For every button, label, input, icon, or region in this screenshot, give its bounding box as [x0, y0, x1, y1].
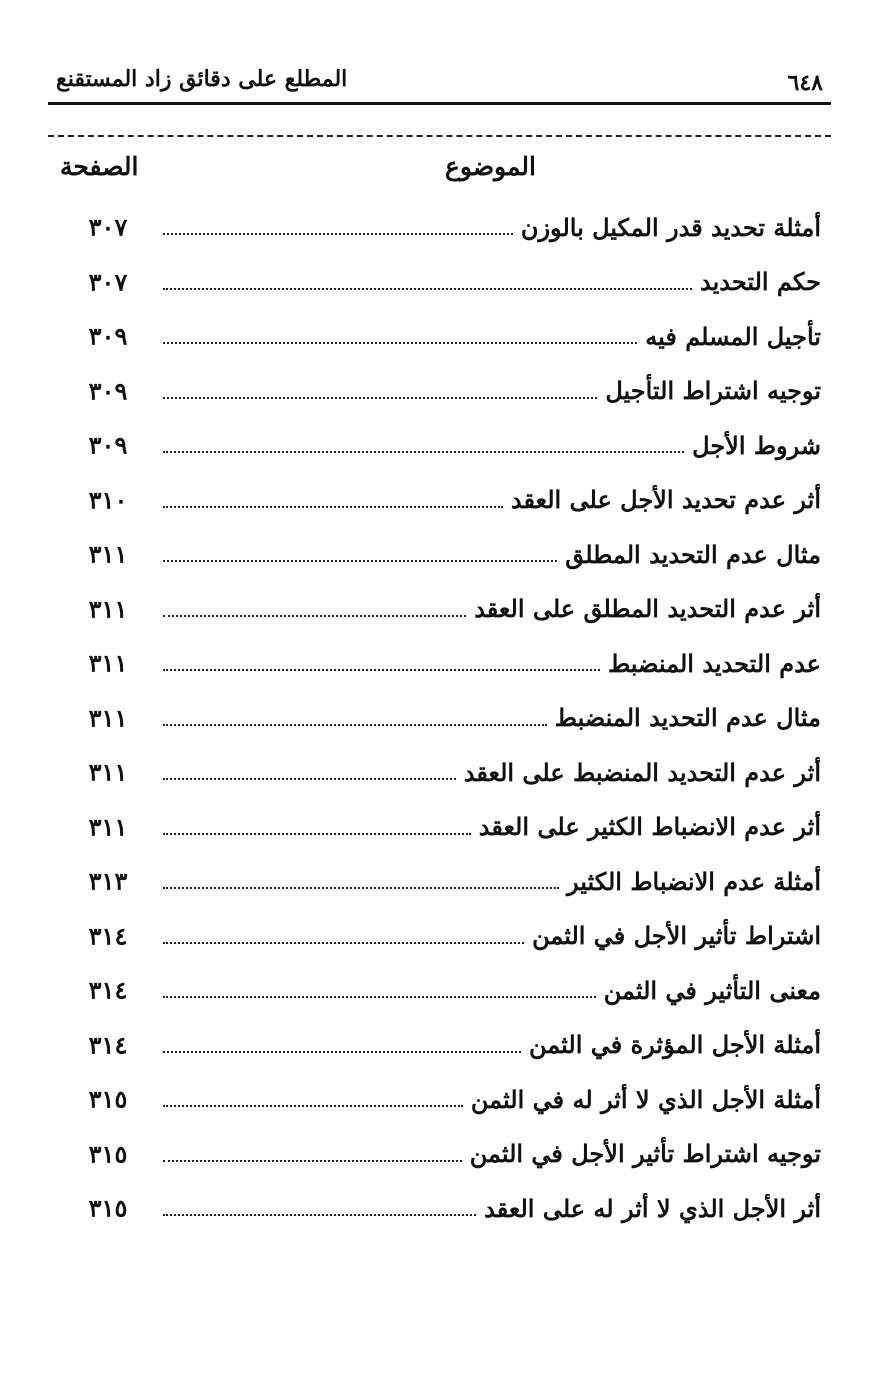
page-number: ٦٤٨	[787, 70, 823, 96]
toc-row	[48, 963, 831, 1018]
toc-row	[48, 309, 831, 364]
table-of-contents	[48, 200, 831, 1236]
dot-leader	[163, 451, 684, 453]
dot-leader	[163, 233, 513, 235]
toc-row	[48, 255, 831, 310]
toc-entry-page: ٣١٠	[88, 485, 128, 515]
topic-column-header: الموضوع	[445, 152, 536, 181]
toc-entry-title: تأجيل المسلم فيه	[645, 321, 821, 351]
toc-row	[48, 418, 831, 473]
dot-leader	[163, 1160, 462, 1162]
toc-entry-title: أثر عدم التحديد المطلق على العقد	[474, 594, 821, 624]
toc-row	[48, 1018, 831, 1073]
toc-row	[48, 800, 831, 855]
toc-entry-page: ٣١١	[88, 812, 128, 842]
header-rule	[48, 102, 831, 105]
toc-entry-title: مثال عدم التحديد المنضبط	[554, 703, 821, 733]
toc-entry-page: ٣١٥	[88, 1193, 128, 1223]
toc-entry-title: أمثلة الأجل الذي لا أثر له في الثمن	[470, 1084, 821, 1114]
toc-row	[48, 1181, 831, 1236]
toc-row	[48, 636, 831, 691]
toc-entry-title: عدم التحديد المنضبط	[607, 648, 821, 678]
toc-entry-page: ٣١١	[88, 539, 128, 569]
toc-entry-page: ٣٠٩	[88, 376, 128, 406]
toc-entry-title: أمثلة عدم الانضباط الكثير	[567, 866, 821, 896]
toc-entry-title: أثر عدم التحديد المنضبط على العقد	[463, 757, 821, 787]
dot-leader	[163, 996, 596, 998]
toc-entry-page: ٣١٤	[88, 921, 128, 951]
dot-leader	[163, 397, 597, 399]
dot-leader	[163, 669, 600, 671]
page-column-header: الصفحة	[60, 152, 139, 181]
toc-entry-page: ٣١١	[88, 648, 128, 678]
toc-entry-page: ٣٠٧	[88, 212, 128, 242]
toc-row	[48, 200, 831, 255]
toc-entry-page: ٣١٣	[88, 866, 128, 896]
dot-leader	[163, 1214, 476, 1216]
dot-leader	[163, 833, 471, 835]
toc-entry-page: ٣١٥	[88, 1084, 128, 1114]
dot-leader	[163, 342, 637, 344]
dot-leader	[163, 887, 559, 889]
toc-entry-title: معنى التأثير في الثمن	[603, 975, 821, 1005]
dot-leader	[163, 615, 466, 617]
dot-leader	[163, 1105, 463, 1107]
toc-entry-page: ٣١١	[88, 594, 128, 624]
toc-entry-title: أمثلة تحديد قدر المكيل بالوزن	[520, 212, 821, 242]
toc-row	[48, 854, 831, 909]
toc-row	[48, 1127, 831, 1182]
toc-entry-title: اشتراط تأثير الأجل في الثمن	[532, 921, 821, 951]
toc-entry-title: أثر عدم الانضباط الكثير على العقد	[478, 812, 821, 842]
toc-row	[48, 745, 831, 800]
dashed-divider	[48, 135, 831, 137]
dot-leader	[163, 942, 524, 944]
toc-row	[48, 1072, 831, 1127]
dot-leader	[163, 506, 503, 508]
toc-row	[48, 473, 831, 528]
toc-entry-page: ٣١١	[88, 757, 128, 787]
dot-leader	[163, 560, 557, 562]
toc-row	[48, 691, 831, 746]
toc-entry-title: مثال عدم التحديد المطلق	[565, 539, 821, 569]
dot-leader	[163, 778, 456, 780]
dot-leader	[163, 288, 692, 290]
book-title: المطلع على دقائق زاد المستقنع	[56, 66, 348, 92]
toc-entry-title: أثر الأجل الذي لا أثر له على العقد	[484, 1193, 821, 1223]
column-headers	[48, 148, 831, 192]
toc-entry-title: حكم التحديد	[699, 267, 821, 297]
toc-entry-title: توجيه اشتراط التأجيل	[605, 376, 821, 406]
toc-entry-title: أمثلة الأجل المؤثرة في الثمن	[529, 1030, 821, 1060]
toc-row	[48, 582, 831, 637]
dot-leader	[163, 1051, 521, 1053]
toc-entry-page: ٣١٤	[88, 1030, 128, 1060]
toc-row	[48, 364, 831, 419]
toc-entry-page: ٣٠٧	[88, 267, 128, 297]
toc-entry-page: ٣١٥	[88, 1139, 128, 1169]
toc-entry-title: توجيه اشتراط تأثير الأجل في الثمن	[469, 1139, 821, 1169]
toc-entry-title: أثر عدم تحديد الأجل على العقد	[510, 485, 821, 515]
toc-row	[48, 527, 831, 582]
dot-leader	[163, 724, 547, 726]
toc-entry-page: ٣٠٩	[88, 321, 128, 351]
toc-entry-title: شروط الأجل	[692, 430, 821, 460]
toc-entry-page: ٣١٤	[88, 975, 128, 1005]
running-head	[48, 62, 831, 102]
toc-entry-page: ٣٠٩	[88, 430, 128, 460]
toc-row	[48, 909, 831, 964]
toc-entry-page: ٣١١	[88, 703, 128, 733]
